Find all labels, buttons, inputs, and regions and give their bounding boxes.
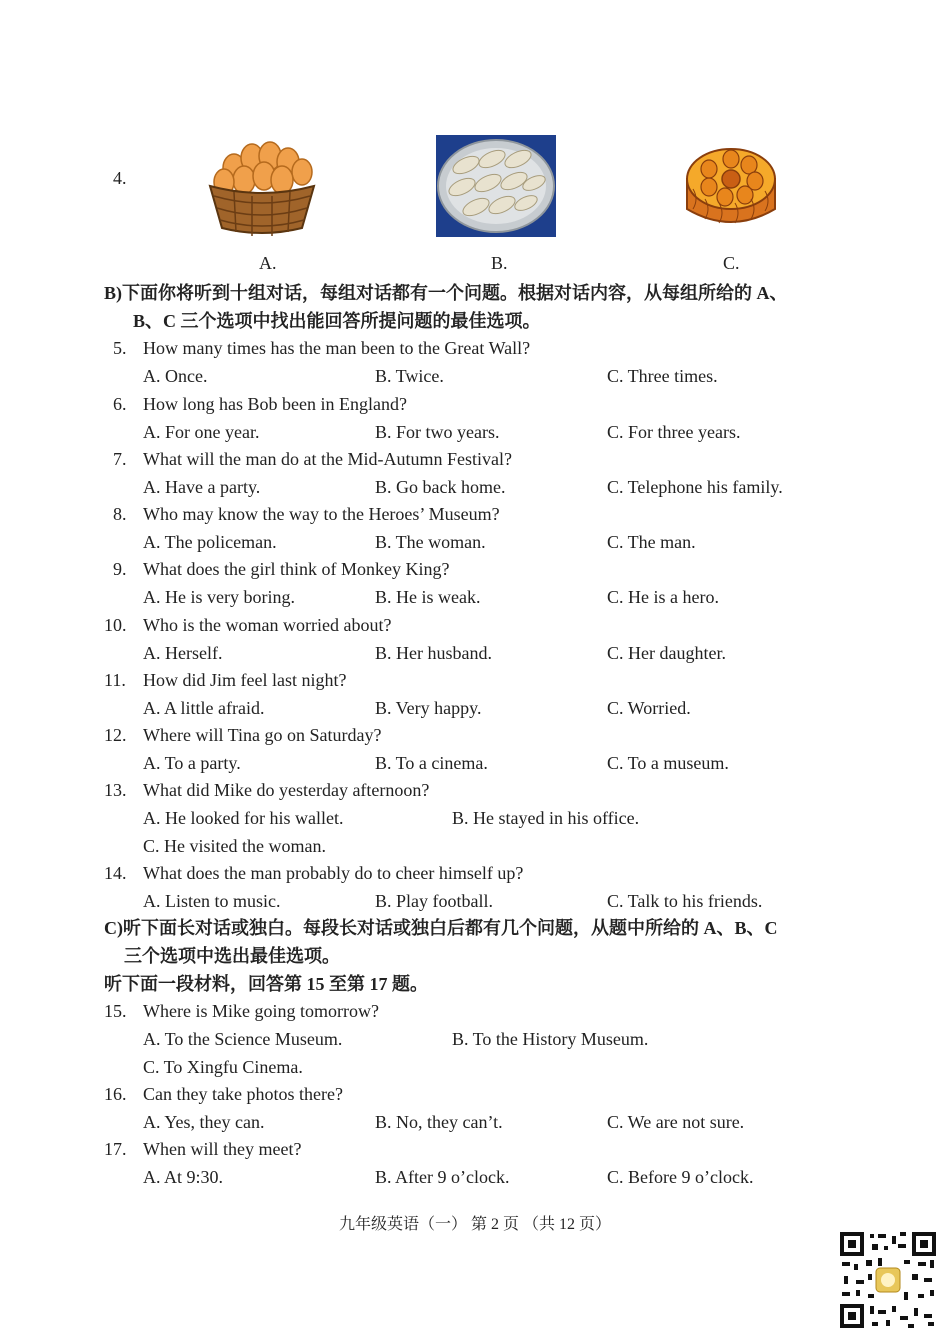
- option-b: B. Her husband.: [375, 643, 492, 663]
- q17-number: 17.: [104, 1139, 127, 1159]
- q4-option-b: B.: [491, 253, 508, 273]
- q17-text: When will they meet?: [143, 1139, 302, 1159]
- option-c: C. Worried.: [607, 698, 691, 718]
- q15-option-b: B. To the History Museum.: [452, 1029, 649, 1049]
- qr-code-icon: [838, 1230, 938, 1330]
- option-c: C. Three times.: [607, 366, 718, 386]
- section-b-heading-2: B、C 三个选项中找出能回答所提问题的最佳选项。: [133, 311, 541, 331]
- q16-number: 16.: [104, 1084, 127, 1104]
- option-b: B. To a cinema.: [375, 753, 488, 773]
- option-c: C. Telephone his family.: [607, 477, 783, 497]
- q13-option-b: B. He stayed in his office.: [452, 808, 640, 828]
- question-number: 8.: [113, 504, 127, 524]
- option-c: C. To a museum.: [607, 753, 729, 773]
- q17-option-c: C. Before 9 o’clock.: [607, 1167, 754, 1187]
- egg-basket-icon: [204, 128, 320, 238]
- section-c-heading-1: C)听下面长对话或独白。每段长对话或独白后都有几个问题，从题中所给的 A、B、C: [104, 918, 778, 938]
- question-text: How many times has the man been to the Great Wall?: [143, 338, 531, 358]
- q15-option-c: C. To Xingfu Cinema.: [143, 1057, 303, 1077]
- question-number: 9.: [113, 559, 127, 579]
- option-b: B. Very happy.: [375, 698, 482, 718]
- section-b-heading-1: B)下面你将听到十组对话，每组对话都有一个问题。根据对话内容，从每组所给的 A、: [104, 283, 788, 303]
- page-footer: 九年级英语（一） 第 2 页 （共 12 页）: [338, 1216, 611, 1233]
- question-text: Where will Tina go on Saturday?: [143, 725, 382, 745]
- option-a: A. For one year.: [143, 422, 260, 442]
- q16-option-b: B. No, they can’t.: [375, 1112, 503, 1132]
- q14-option-a: A. Listen to music.: [143, 891, 281, 911]
- q17-option-a: A. At 9:30.: [143, 1167, 224, 1187]
- option-a: A. A little afraid.: [143, 698, 265, 718]
- question-text: How long has Bob been in England?: [143, 394, 407, 414]
- q16-text: Can they take photos there?: [143, 1084, 343, 1104]
- question-text: How did Jim feel last night?: [143, 670, 347, 690]
- option-b: B. The woman.: [375, 532, 486, 552]
- question-number: 6.: [113, 394, 127, 414]
- question-text: Who is the woman worried about?: [143, 615, 392, 635]
- option-a: A. Once.: [143, 366, 208, 386]
- q16-option-c: C. We are not sure.: [607, 1112, 745, 1132]
- question-number: 5.: [113, 338, 127, 358]
- question-number: 7.: [113, 449, 127, 469]
- q13-text: What did Mike do yesterday afternoon?: [143, 780, 430, 800]
- q15-option-a: A. To the Science Museum.: [143, 1029, 343, 1049]
- q4-number: 4.: [113, 168, 127, 188]
- option-a: A. Herself.: [143, 643, 223, 663]
- option-b: B. Go back home.: [375, 477, 506, 497]
- q15-text: Where is Mike going tomorrow?: [143, 1001, 379, 1021]
- question-text: What does the girl think of Monkey King?: [143, 559, 450, 579]
- option-c: C. The man.: [607, 532, 696, 552]
- q13-option-a: A. He looked for his wallet.: [143, 808, 344, 828]
- option-a: A. Have a party.: [143, 477, 261, 497]
- mooncake-icon: [679, 139, 783, 233]
- q15-number: 15.: [104, 1001, 127, 1021]
- question-number: 11.: [104, 670, 126, 690]
- option-a: A. The policeman.: [143, 532, 277, 552]
- dumplings-icon: [436, 135, 556, 237]
- question-number: 10.: [104, 615, 127, 635]
- q14-option-b: B. Play football.: [375, 891, 493, 911]
- q14-option-c: C. Talk to his friends.: [607, 891, 763, 911]
- q13-option-c: C. He visited the woman.: [143, 836, 326, 856]
- section-c-subheading: 听下面一段材料，回答第 15 至第 17 题。: [104, 974, 428, 994]
- q13-number: 13.: [104, 780, 127, 800]
- q16-option-a: A. Yes, they can.: [143, 1112, 265, 1132]
- section-c-heading-2: 三个选项中选出最佳选项。: [124, 946, 340, 966]
- q4-option-a: A.: [259, 253, 277, 273]
- q4-option-c: C.: [723, 253, 740, 273]
- option-b: B. For two years.: [375, 422, 500, 442]
- option-c: C. Her daughter.: [607, 643, 726, 663]
- question-text: What will the man do at the Mid-Autumn Festival?: [143, 449, 512, 469]
- option-c: C. For three years.: [607, 422, 741, 442]
- option-a: A. He is very boring.: [143, 587, 295, 607]
- q17-option-b: B. After 9 o’clock.: [375, 1167, 510, 1187]
- question-text: Who may know the way to the Heroes’ Museum?: [143, 504, 500, 524]
- option-c: C. He is a hero.: [607, 587, 719, 607]
- question-number: 12.: [104, 725, 127, 745]
- option-b: B. Twice.: [375, 366, 444, 386]
- option-b: B. He is weak.: [375, 587, 481, 607]
- q14-text: What does the man probably do to cheer himself up?: [143, 863, 524, 883]
- q14-number: 14.: [104, 863, 127, 883]
- option-a: A. To a party.: [143, 753, 241, 773]
